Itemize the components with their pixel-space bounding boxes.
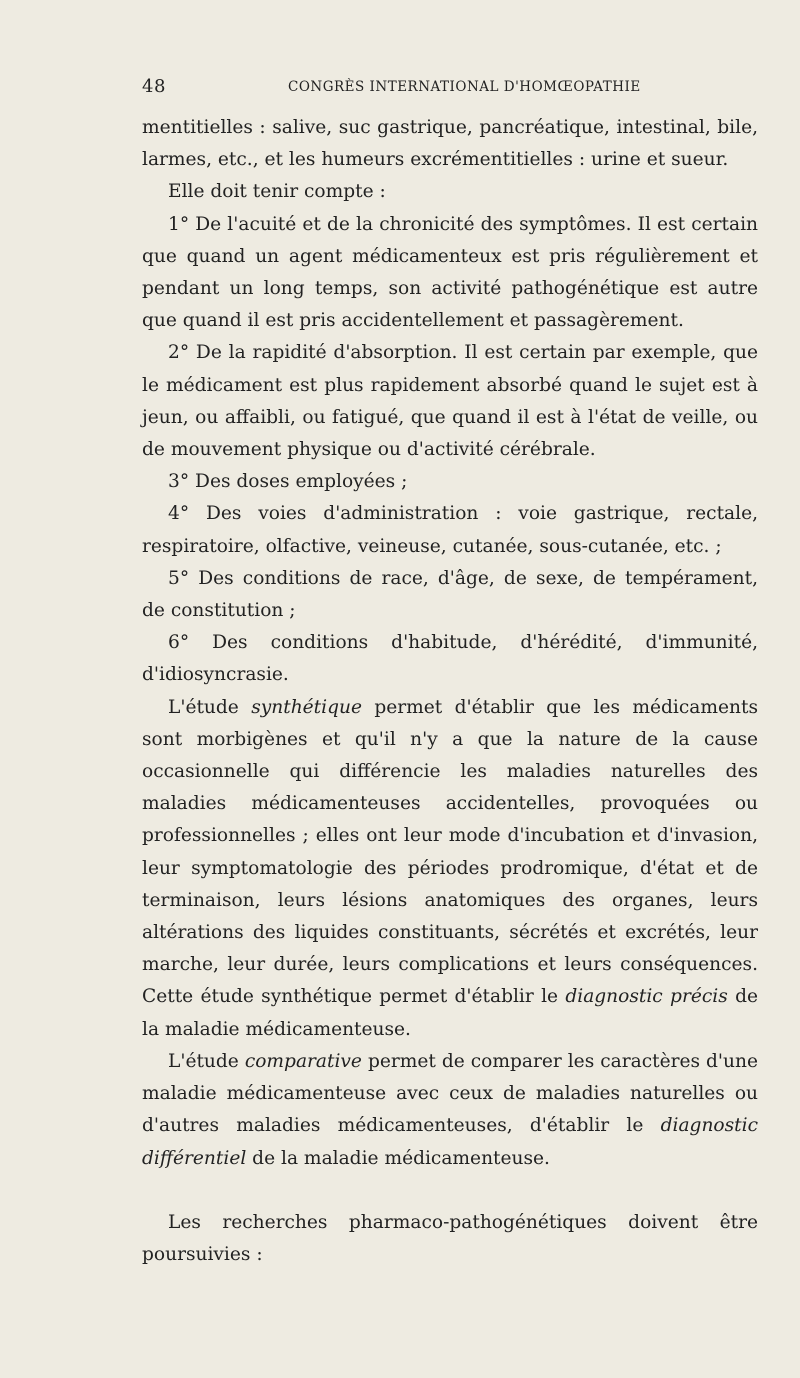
paragraph-continued: mentitielles : salive, suc gastrique, pancréatique, intestinal, bile, larmes, etc., et les humeurs excrémentitielles : urine et sueur. <box>142 117 758 171</box>
emphasis-synthetique: synthétique <box>251 696 362 718</box>
running-title: CONGRÈS INTERNATIONAL D'HOMŒOPATHIE <box>288 79 641 95</box>
body-text <box>142 112 758 1271</box>
text-run: L'étude <box>168 696 252 718</box>
page-header <box>142 76 762 100</box>
emphasis-comparative: comparative <box>244 1050 362 1072</box>
text-run: permet d'établir que les médicaments sont morbigènes et qu'il n'y a que la nature de la cause occasionnelle qui différencie les maladies naturelles des maladies médicamenteuses accidentelles, provoquées ou professionnelles ; elles ont leur mode d'incubation et d'invasion, leur symptomatologie des périodes prodromique, d'état et de terminaison, leurs lésions anatomiques des organes, leurs altérations des liquides constituants, sécrétés et excrétés, leur marche, leur durée, leurs complications et leurs conséquences. Cette étude synthétique permet d'établir le <box>142 696 758 1008</box>
page-number: 48 <box>142 76 166 97</box>
list-item-3: 3° Des doses employées ; <box>168 471 408 493</box>
text-run: de la maladie médicamenteuse. <box>246 1147 550 1169</box>
list-item-4: 4° Des voies d'administration : voie gastrique, rectale, respiratoire, olfactive, veineuse, cutanée, sous-cutanée, etc. ; <box>142 503 758 557</box>
emphasis-diagnostic-precis: diagnostic précis <box>565 986 728 1008</box>
text-run: L'étude <box>168 1050 245 1072</box>
list-item-6: 6° Des conditions d'habitude, d'hérédité, d'immunité, d'idiosyncrasie. <box>142 632 758 686</box>
paragraph-research: Les recherches pharmaco-pathogénétiques doivent être poursuivies : <box>142 1211 758 1265</box>
emphasis-diagnostic-differentiel: diagnostic différentiel <box>142 1115 758 1169</box>
text-run: de la maladie médicamenteuse. <box>142 986 758 1040</box>
paragraph-comparative-study <box>142 1046 758 1175</box>
text-run: permet de comparer les caractères d'une maladie médicamenteuse avec ceux de maladies naturelles ou d'autres maladies médicamenteuses, d'établir le <box>142 1050 758 1137</box>
list-item-2: 2° De la rapidité d'absorption. Il est certain par exemple, que le médicament est plus rapidement absorbé quand le sujet est à jeun, ou affaibli, ou fatigué, que quand il est à l'état de veille, ou de mouvement physique ou d'activité cérébrale. <box>142 342 758 461</box>
list-item-1: 1° De l'acuité et de la chronicité des symptômes. Il est certain que quand un agent médicamenteux est pris régulièrement et pendant un long temps, son activité pathogénétique est autre que quand il est pris accidentellement et passagèrement. <box>142 213 758 332</box>
paragraph-synthetic-study <box>142 692 758 1046</box>
paragraph-intro: Elle doit tenir compte : <box>168 181 386 203</box>
list-item-5: 5° Des conditions de race, d'âge, de sexe, de tempérament, de constitution ; <box>142 567 758 622</box>
